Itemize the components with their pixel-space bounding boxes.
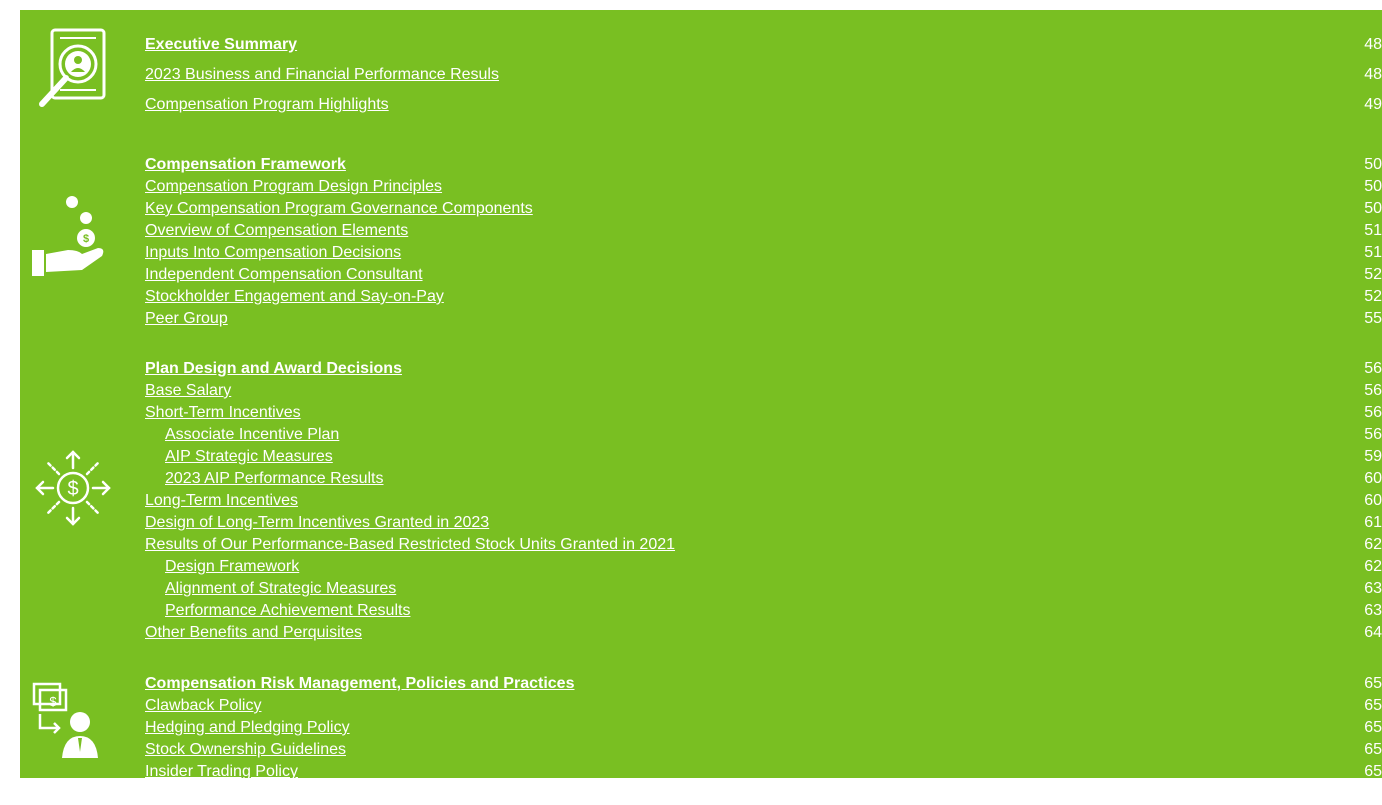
toc-entry[interactable] [145, 222, 1382, 240]
toc-entry[interactable] [145, 492, 1382, 510]
toc-entry[interactable] [145, 426, 1382, 444]
toc-page-number: 48 [1364, 66, 1382, 83]
toc-entry-link[interactable]: Associate Incentive Plan [165, 426, 340, 443]
toc-entry-link[interactable]: 2023 Business and Financial Performance Resuls [145, 66, 499, 83]
toc-entry[interactable] [145, 470, 1382, 488]
toc-page-number: 50 [1364, 200, 1382, 217]
toc-entry[interactable] [145, 741, 1382, 759]
toc-entry[interactable] [145, 288, 1382, 306]
toc-page-number: 52 [1364, 288, 1382, 305]
toc-entry[interactable] [145, 719, 1382, 737]
toc-entry-link[interactable]: Stock Ownership Guidelines [145, 741, 346, 758]
toc-entry-link[interactable]: Peer Group [145, 310, 228, 327]
toc-entry[interactable] [145, 624, 1382, 642]
table-of-contents [20, 10, 1382, 778]
toc-entry-link[interactable]: Key Compensation Program Governance Components [145, 200, 533, 217]
toc-entry[interactable] [145, 697, 1382, 715]
svg-text:$: $ [82, 233, 90, 245]
toc-entry[interactable] [145, 536, 1382, 554]
toc-entry-link[interactable]: Long-Term Incentives [145, 492, 298, 509]
toc-page-number: 65 [1364, 675, 1382, 692]
toc-page-number: 51 [1364, 244, 1382, 261]
toc-page-number: 65 [1364, 697, 1382, 714]
toc-section-heading[interactable] [145, 675, 1382, 693]
toc-page-number: 62 [1364, 536, 1382, 553]
toc-page-number: 48 [1364, 36, 1382, 53]
toc-entry-link[interactable]: Compensation Risk Management, Policies and Practices [145, 675, 575, 692]
toc-entry-link[interactable]: Short-Term Incentives [145, 404, 301, 421]
hand-money-icon [30, 190, 110, 280]
toc-entry[interactable] [145, 763, 1382, 778]
document-magnifier-icon [32, 28, 114, 110]
toc-entry-link[interactable]: Compensation Program Highlights [145, 96, 389, 113]
toc-page-number: 65 [1364, 763, 1382, 778]
toc-entry[interactable] [145, 602, 1382, 620]
toc-page-number: 61 [1364, 514, 1382, 531]
toc-entry[interactable] [145, 382, 1382, 400]
toc-entry-link[interactable]: Inputs Into Compensation Decisions [145, 244, 402, 261]
toc-entry[interactable] [145, 310, 1382, 328]
toc-page-number: 50 [1364, 156, 1382, 173]
toc-section-heading[interactable] [145, 360, 1382, 378]
toc-entry-link[interactable]: Plan Design and Award Decisions [145, 360, 402, 377]
toc-entry-link[interactable]: Compensation Framework [145, 156, 346, 173]
toc-entry-link[interactable]: Insider Trading Policy [145, 763, 298, 778]
toc-page-number: 52 [1364, 266, 1382, 283]
toc-section-heading[interactable] [145, 36, 1382, 54]
toc-page-number: 56 [1364, 426, 1382, 443]
toc-page-number: 55 [1364, 310, 1382, 327]
toc-page-number: 56 [1364, 382, 1382, 399]
svg-text:$: $ [67, 478, 79, 500]
toc-page-number: 65 [1364, 741, 1382, 758]
toc-entry-link[interactable]: Base Salary [145, 382, 232, 399]
toc-entry-link[interactable]: Design of Long-Term Incentives Granted in 2023 [145, 514, 490, 531]
toc-entry-link[interactable]: Design Framework [165, 558, 300, 575]
toc-entry-link[interactable]: Overview of Compensation Elements [145, 222, 409, 239]
toc-entry-link[interactable]: Alignment of Strategic Measures [165, 580, 397, 597]
toc-entry-link[interactable]: Results of Our Performance-Based Restricted Stock Units Granted in 2021 [145, 536, 676, 553]
toc-entry-link[interactable]: Executive Summary [145, 36, 298, 53]
svg-text:$: $ [49, 694, 57, 709]
toc-entry-link[interactable]: Stockholder Engagement and Say-on-Pay [145, 288, 444, 305]
toc-page-number: 50 [1364, 178, 1382, 195]
toc-entry[interactable] [145, 178, 1382, 196]
toc-section-heading[interactable] [145, 156, 1382, 174]
toc-entry[interactable] [145, 514, 1382, 532]
toc-page-number: 65 [1364, 719, 1382, 736]
dollar-arrows-icon [32, 446, 114, 530]
toc-entry[interactable] [145, 66, 1382, 84]
toc-entry-link[interactable]: Hedging and Pledging Policy [145, 719, 350, 736]
toc-entry-link[interactable]: Clawback Policy [145, 697, 262, 714]
toc-page-number: 63 [1364, 602, 1382, 619]
toc-entry-link[interactable]: Performance Achievement Results [165, 602, 411, 619]
toc-entry[interactable] [145, 96, 1382, 114]
toc-entry[interactable] [145, 200, 1382, 218]
money-person-icon [32, 682, 104, 760]
toc-page-number: 64 [1364, 624, 1382, 641]
toc-entry[interactable] [145, 558, 1382, 576]
toc-page-number: 60 [1364, 492, 1382, 509]
toc-page-number: 60 [1364, 470, 1382, 487]
toc-page-number: 49 [1364, 96, 1382, 113]
toc-entry-link[interactable]: Compensation Program Design Principles [145, 178, 443, 195]
toc-entry-link[interactable]: Other Benefits and Perquisites [145, 624, 363, 641]
toc-page-number: 63 [1364, 580, 1382, 597]
toc-entry[interactable] [145, 448, 1382, 466]
toc-entry[interactable] [145, 266, 1382, 284]
toc-page-number: 59 [1364, 448, 1382, 465]
toc-entry[interactable] [145, 580, 1382, 598]
toc-entry-link[interactable]: 2023 AIP Performance Results [165, 470, 384, 487]
toc-page-number: 56 [1364, 360, 1382, 377]
toc-page-number: 62 [1364, 558, 1382, 575]
toc-entry-link[interactable]: AIP Strategic Measures [165, 448, 333, 465]
toc-entry[interactable] [145, 404, 1382, 422]
toc-page-number: 51 [1364, 222, 1382, 239]
toc-page-number: 56 [1364, 404, 1382, 421]
toc-entry[interactable] [145, 244, 1382, 262]
toc-entry-link[interactable]: Independent Compensation Consultant [145, 266, 423, 283]
